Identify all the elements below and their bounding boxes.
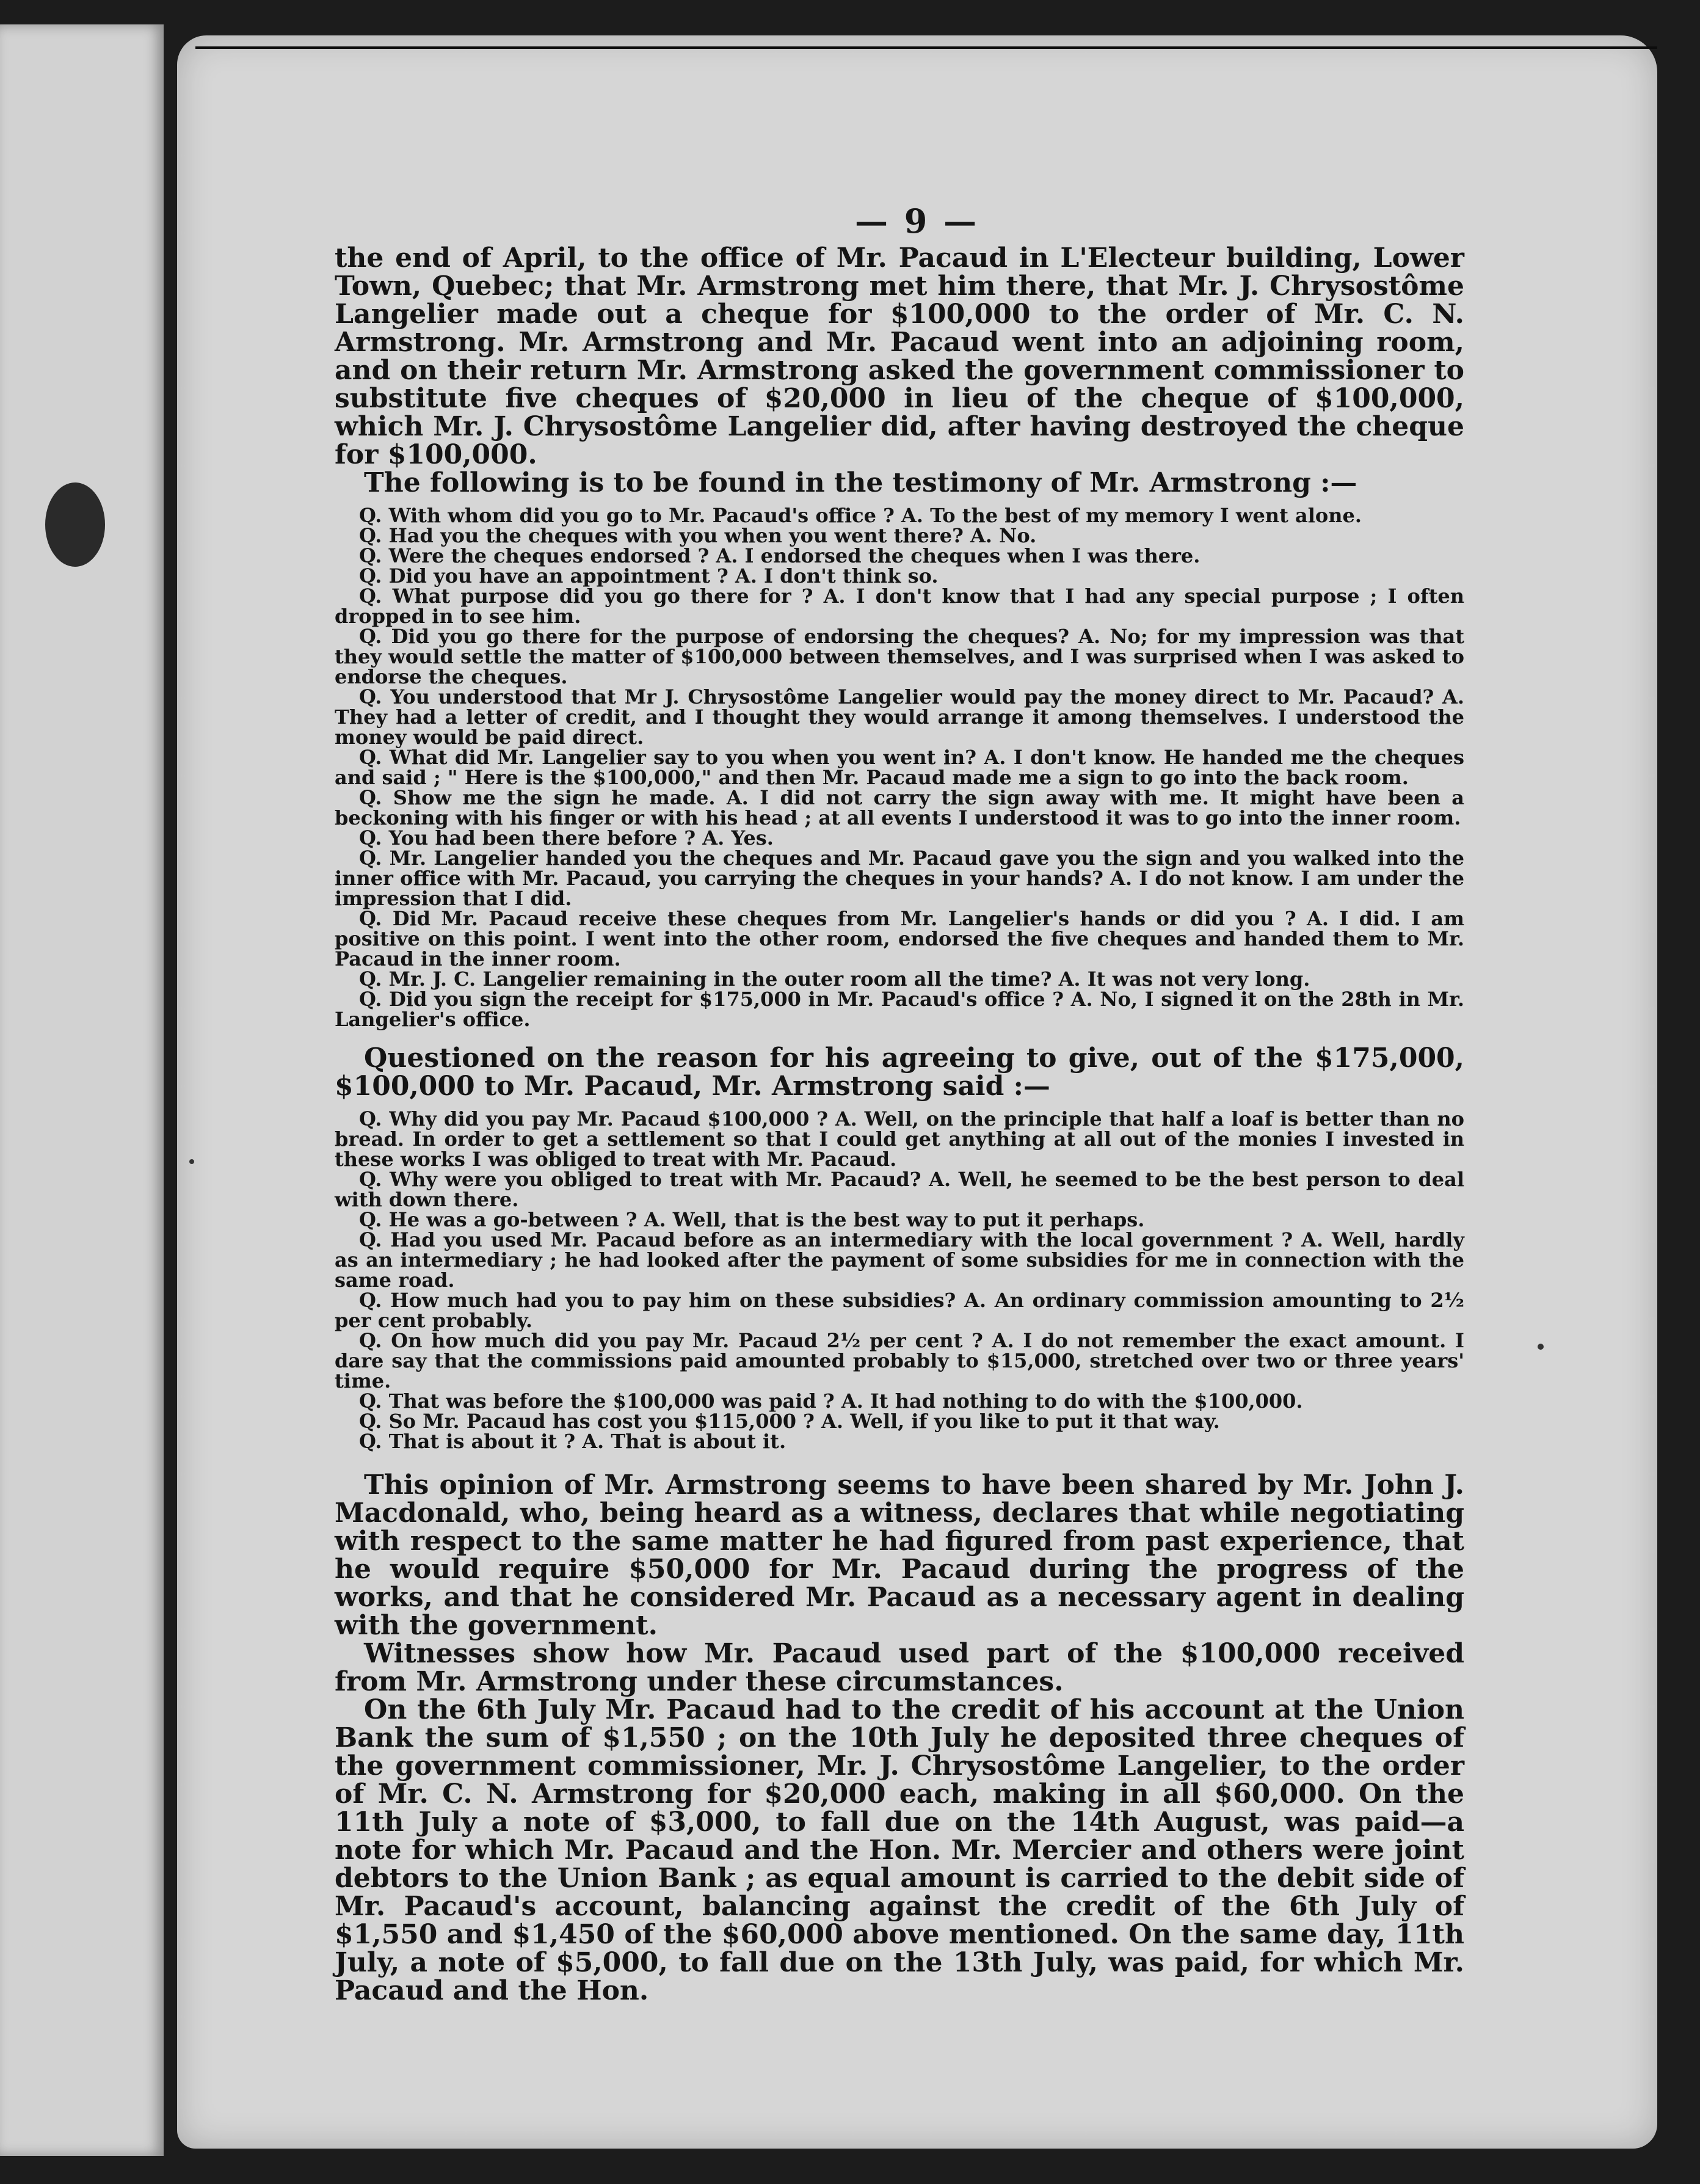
testimony-line: Q. Show me the sign he made. A. I did not carry the sign away with me. It might have been a beckoning with his finger or with his head ; at all events I understood it was to go into the inner room. [335,786,1464,829]
questioned-line: Q. Why were you obliged to treat with Mr. Pacaud? A. Well, he seemed to be the best person to deal with down there. [335,1168,1464,1211]
questioned-line: Q. He was a go-between ? A. Well, that is the best way to put it perhaps. [359,1208,1145,1231]
questioned-line: Q. On how much did you pay Mr. Pacaud 2½ per cent ? A. I do not remember the exact amount. I dare say that the commissions paid amounted probably to $15,000, stretched over two or three years' time. [335,1329,1464,1392]
questioned-line: Q. Had you used Mr. Pacaud before as an intermediary with the local government ? A. Well, hardly as an intermediary ; he had looked after the payment of some subsidies for me in connection with the same road. [335,1228,1464,1292]
testimony-line: Q. Mr. J. C. Langelier remaining in the outer room all the time? A. It was not very long. [359,967,1310,991]
previous-page-edge [0,24,164,2156]
testimony-line: Q. Were the cheques endorsed ? A. I endorsed the cheques when I was there. [359,544,1201,567]
closing-paragraph: Witnesses show how Mr. Pacaud used part of the $100,000 received from Mr. Armstrong under these circumstances. [335,1638,1464,1697]
binding-hole [45,482,105,567]
testimony-line: Q. Did you go there for the purpose of endorsing the cheques? A. No; for my impression was that they would settle the matter of $100,000 between themselves, and I was surprised when I was asked to endorse the cheques. [335,625,1464,688]
questioned-line: Q. Why did you pay Mr. Pacaud $100,000 ? A. Well, on the principle that half a loaf is better than no bread. In order to get a settlement so that I could get anything at all out of the monies I invested in these works I was obliged to treat with Mr. Pacaud. [335,1107,1464,1171]
closing-paragraph: This opinion of Mr. Armstrong seems to have been shared by Mr. John J. Macdonald, who, being heard as a witness, declares that while negotiating with respect to the same matter he had figured from past experience, that he would require $50,000 for Mr. Pacaud during the progress of the works, and that he considered Mr. Pacaud as a necessary agent in dealing with the government. [335,1469,1464,1641]
testimony-line: Q. Mr. Langelier handed you the cheques and Mr. Pacaud gave you the sign and you walked into the inner office with Mr. Pacaud, you carrying the cheques in your hands? A. I do not know. I am under the impression that I did. [335,846,1464,910]
testimony-line: Q. Had you the cheques with you when you went there? A. No. [359,524,1037,547]
questioned-line: Q. That is about it ? A. That is about it. [359,1430,786,1453]
closing-paragraph: On the 6th July Mr. Pacaud had to the credit of his account at the Union Bank the sum of $1,550 ; on the 10th July he deposited three cheques of the government commissioner, Mr. J. Chrysostôme Langelier, to the order of Mr. C. N. Armstrong for $20,000 each, making in all $60,000. On the 11th July a note of $3,000, to fall due on the 14th August, was paid—a note for which Mr. Pacaud and the Hon. Mr. Mercier and others were joint debtors to the Union Bank ; as equal amount is carried to the debit side of Mr. Pacaud's account, balancing against the credit of the 6th July of $1,550 and $1,450 of the $60,000 above mentioned. On the same day, 11th July, a note of $5,000, to fall due on the 13th July, was paid, for which Mr. Pacaud and the Hon. [335,1694,1464,2006]
questioned-line: Q. How much had you to pay him on these subsidies? A. An ordinary commission amounting to 2½ per cent probably. [335,1289,1464,1332]
testimony-line: Q. With whom did you go to Mr. Pacaud's office ? A. To the best of my memory I went alone. [359,504,1362,527]
testimony-line: Q. Did you sign the receipt for $175,000 in Mr. Pacaud's office ? A. No, I signed it on the 28th in Mr. Langelier's office. [335,988,1464,1031]
testimony-line: Q. Did Mr. Pacaud receive these cheques from Mr. Langelier's hands or did you ? A. I did. I am positive on this point. I went into the other room, endorsed the five cheques and handed them to Mr. Pacaud in the inner room. [335,907,1464,970]
testimony-list [335,506,1464,1030]
intro-paragraph: the end of April, to the office of Mr. Pacaud in L'Electeur building, Lower Town, Quebec; that Mr. Armstrong met him there, that Mr. J. Chrysostôme Langelier made out a cheque for $100,000 to the order of Mr. C. N. Armstrong. Mr. Armstrong and Mr. Pacaud went into an adjoining room, and on their return Mr. Armstrong asked the government commissioner to substitute five cheques of $20,000 in lieu of the cheque of $100,000, which Mr. J. Chrysostôme Langelier did, after having destroyed the cheque for $100,000. [335,242,1464,470]
questioned-line: Q. That was before the $100,000 was paid ? A. It had nothing to do with the $100,000. [359,1389,1303,1413]
testimony-line: Q. You understood that Mr J. Chrysostôme Langelier would pay the money direct to Mr. Pacaud? A. They had a letter of credit, and I thought they would arrange it among themselves. I understood the money would be paid direct. [335,685,1464,749]
page-body [335,244,1464,2005]
questioned-line: Q. So Mr. Pacaud has cost you $115,000 ? A. Well, if you like to put it that way. [359,1410,1220,1433]
testimony-line: Q. What did Mr. Langelier say to you when you went in? A. I don't know. He handed me the cheques and said ; " Here is the $100,000," and then Mr. Pacaud made me a sign to go into the back room. [335,746,1464,789]
scan-speck [189,1159,194,1164]
questioned-intro: Questioned on the reason for his agreeing to give, out of the $175,000, $100,000 to Mr. Pacaud, Mr. Armstrong said :— [335,1043,1464,1102]
scan-speck [1538,1344,1544,1350]
testimony-line: Q. Did you have an appointment ? A. I don't think so. [359,564,939,588]
testimony-intro: The following is to be found in the testimony of Mr. Armstrong :— [364,467,1357,498]
testimony-line: Q. What purpose did you go there for ? A. I don't know that I had any special purpose ; I often dropped in to see him. [335,584,1464,628]
questioned-list [335,1109,1464,1452]
testimony-line: Q. You had been there before ? A. Yes. [359,826,774,850]
scan-top-rule [195,46,1657,49]
page-number: — 9 — [855,202,979,241]
